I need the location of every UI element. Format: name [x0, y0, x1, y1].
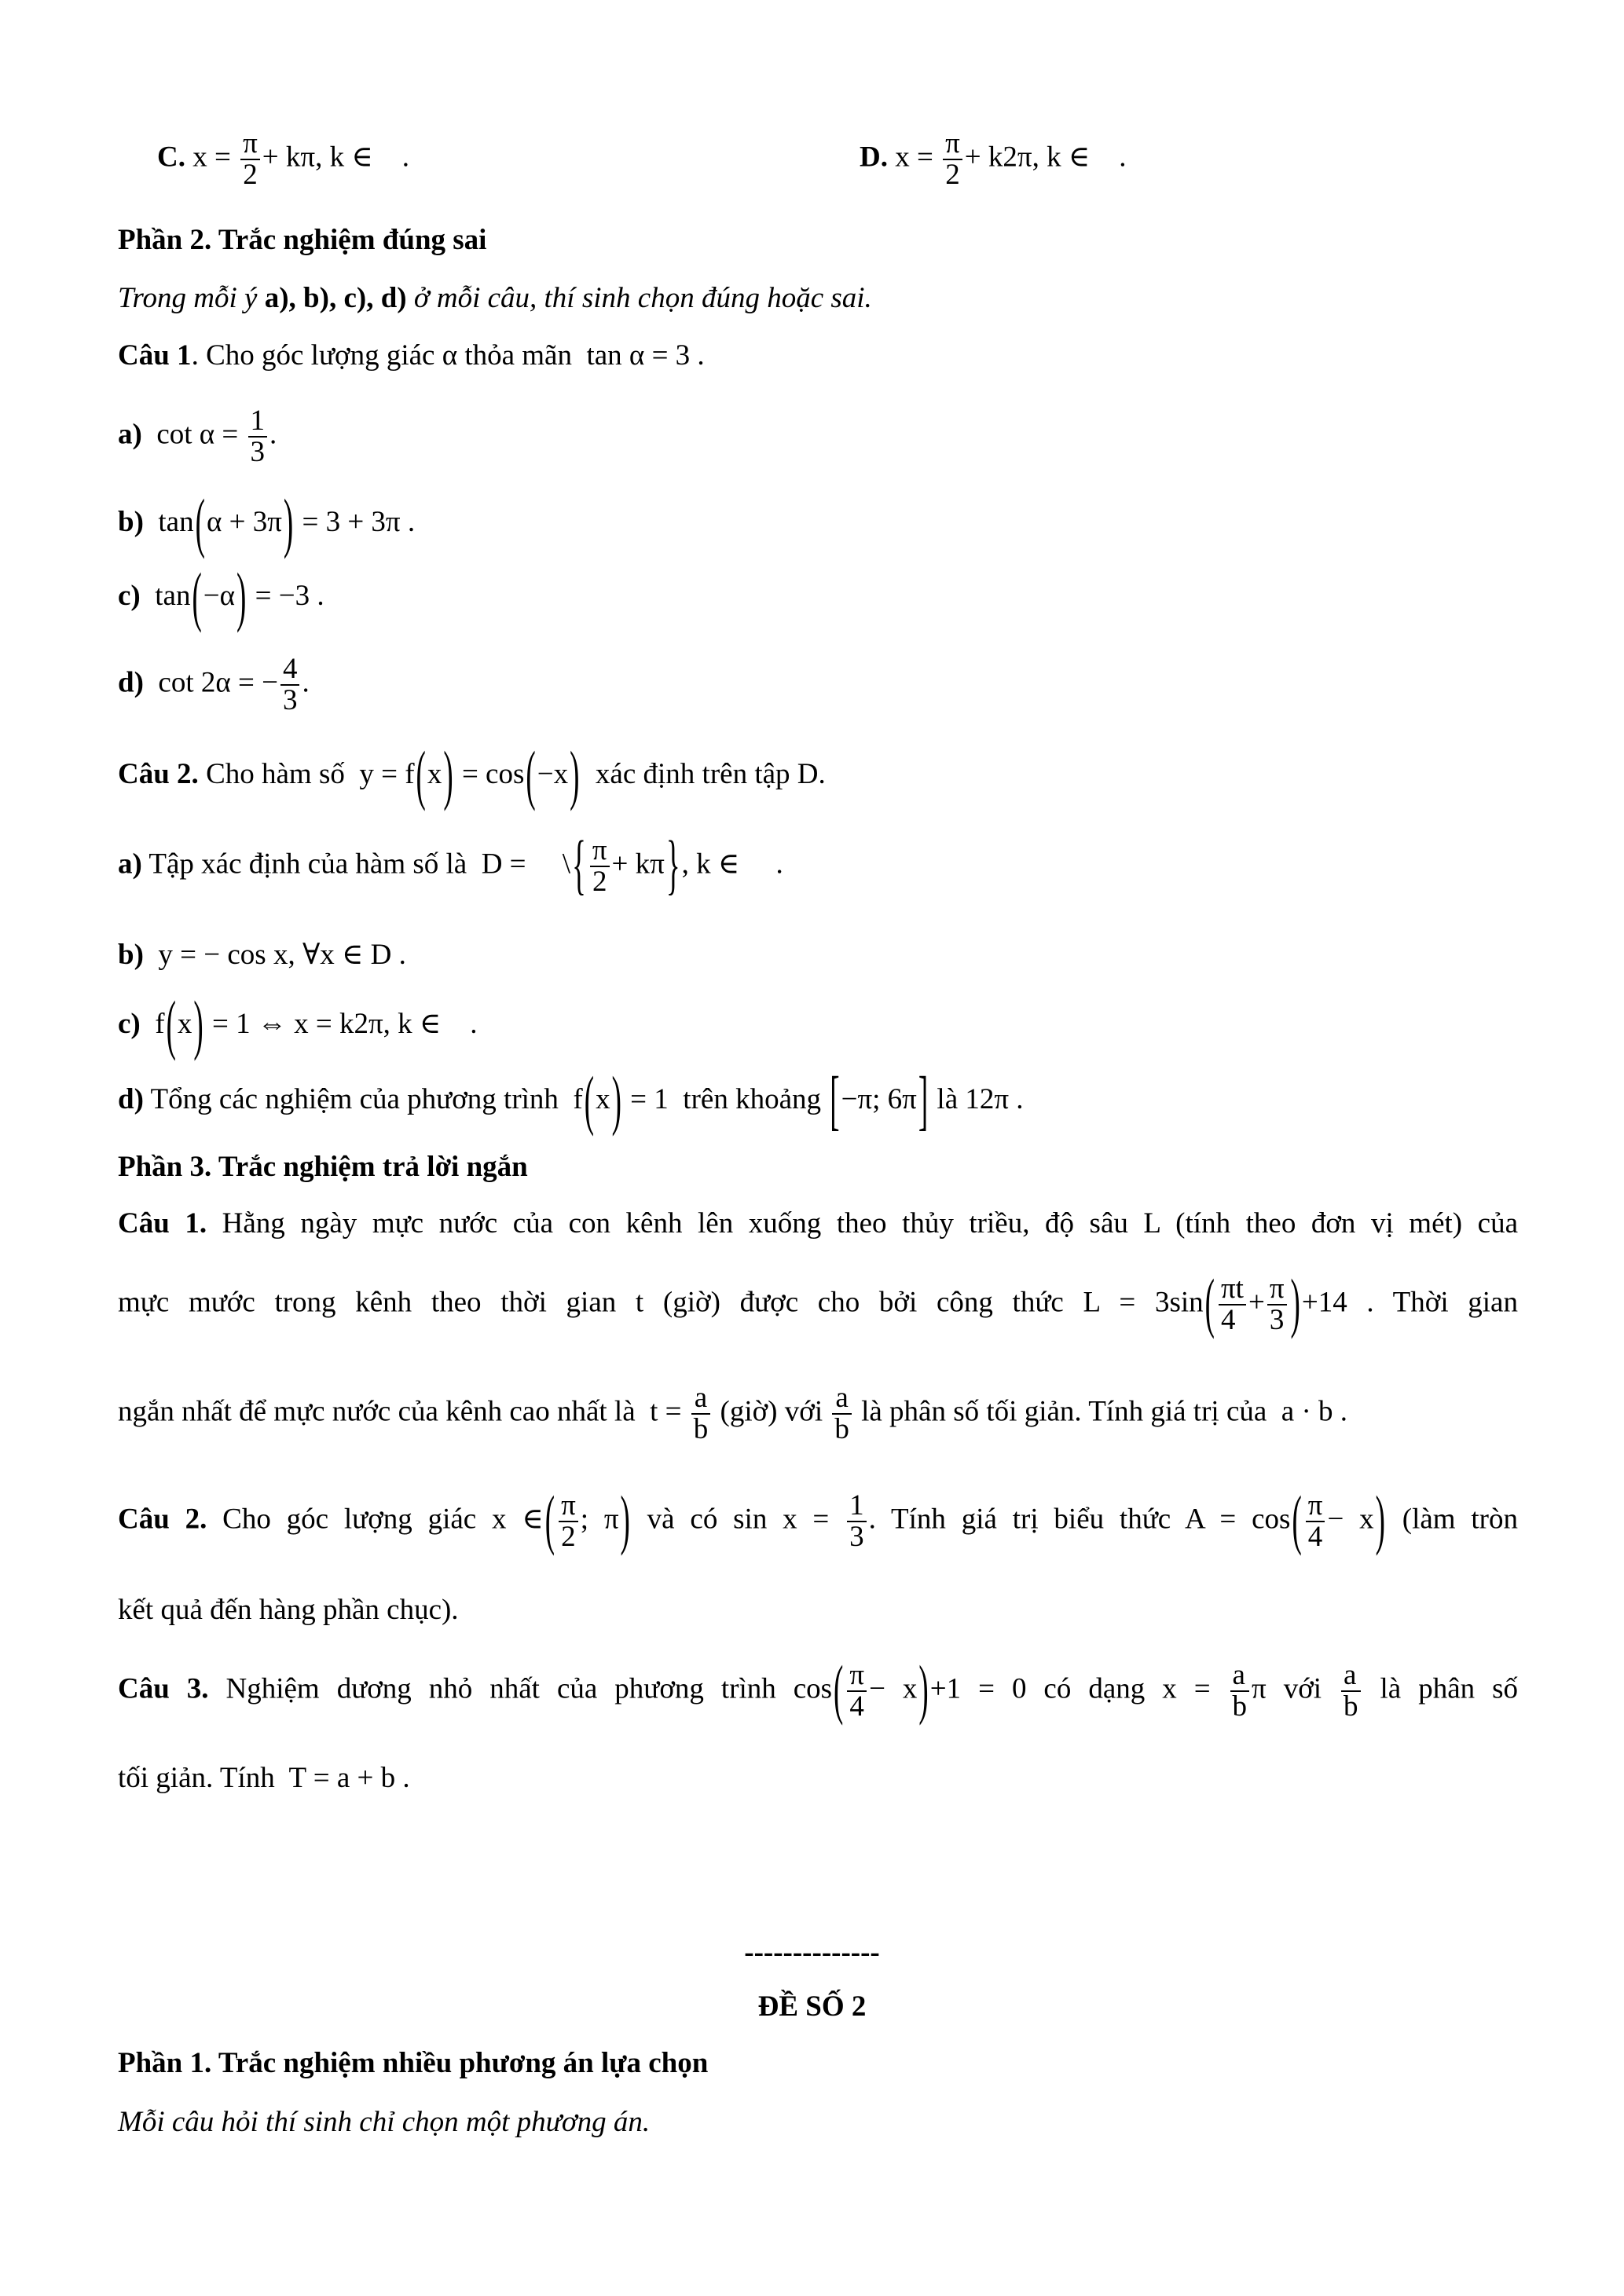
math-text: . [302, 666, 310, 699]
fraction [559, 1491, 578, 1552]
bracket: ) [193, 988, 203, 1063]
fraction-numerator: 1 [248, 406, 268, 438]
fraction-denominator: b [1232, 1690, 1248, 1723]
bracket: } [665, 828, 680, 903]
text-line [118, 1064, 1024, 1138]
bold-text: Phần 3. Trắc nghiệm trả lời ngắn [118, 1151, 528, 1183]
math-text: , k ∈ . [681, 848, 783, 881]
bracket: ) [1375, 1483, 1385, 1558]
bold-text: Câu 1 [118, 339, 192, 372]
fraction [590, 836, 610, 897]
math-text: + k2π, k ∈ . [964, 141, 1127, 174]
math-text: . [269, 418, 277, 451]
text-line [118, 1761, 410, 1796]
math-text: x = [895, 141, 941, 174]
fraction [1230, 1661, 1250, 1722]
math-text: − x [1327, 1503, 1374, 1536]
fraction [847, 1661, 867, 1722]
bold-text: Câu 3. [118, 1672, 209, 1705]
text: Nghiệm dương nhỏ nhất của phương trình cos [208, 1672, 833, 1705]
math-text: −x [537, 758, 569, 790]
bold-text: Câu 2. [118, 1503, 207, 1536]
bracket: ( [1292, 1483, 1302, 1558]
bold-text: Phần 2. Trắc nghiệm đúng sai [118, 224, 487, 256]
fraction-numerator: π [240, 129, 260, 160]
math-text: = −3 . [247, 580, 324, 612]
bold-text: a), b), c), d) [264, 282, 407, 314]
text-line [157, 129, 409, 190]
bold-text: d) [118, 666, 144, 699]
bold-text: Phần 1. Trắc nghiệm nhiều phương án lựa chọn [118, 2047, 709, 2079]
bracket: ) [236, 560, 247, 635]
fraction-denominator: 3 [282, 684, 298, 716]
text-line [118, 738, 826, 813]
math-text: α + 3π [206, 506, 282, 538]
fraction [1341, 1661, 1361, 1722]
text: . Cho góc lượng giác α thỏa mãn tan α = 3 . [191, 339, 705, 372]
bracket: ) [1290, 1266, 1300, 1341]
fraction-numerator: 1 [847, 1491, 867, 1522]
math-text: x [177, 1008, 192, 1040]
text: tối giản. Tính T = a + b . [118, 1762, 410, 1794]
text: (làm tròn [1386, 1503, 1518, 1536]
text-line [118, 654, 310, 716]
fraction-numerator: π [1306, 1491, 1325, 1522]
bold-text: Câu 1. [118, 1207, 207, 1240]
fraction-numerator: π [943, 129, 962, 160]
text-line [118, 1266, 1518, 1341]
text: xác định trên tập D. [581, 758, 826, 790]
fraction-denominator: 2 [945, 159, 960, 191]
math-text: tan [143, 506, 194, 538]
bracket: ) [611, 1064, 621, 1138]
fraction [943, 129, 962, 190]
bracket: ( [584, 1064, 595, 1138]
math-text: −π; 6π [841, 1083, 917, 1115]
fraction-numerator: π [1267, 1274, 1287, 1305]
math-text: − x [869, 1672, 918, 1705]
text-line [118, 988, 478, 1063]
text-line [118, 223, 486, 258]
fraction [248, 406, 268, 467]
math-text: + kπ, k ∈ . [262, 141, 409, 174]
bracket: ( [416, 738, 426, 813]
fraction-denominator: 3 [849, 1521, 864, 1553]
fraction-numerator: 4 [280, 654, 300, 686]
bracket: ( [834, 1653, 844, 1727]
text-line [118, 1150, 528, 1185]
text-line [118, 1383, 1347, 1445]
text-line [118, 486, 416, 561]
bold-text: b) [118, 506, 144, 538]
fraction-denominator: 2 [561, 1521, 576, 1553]
text: trên khoảng [668, 1083, 829, 1115]
text: và có sin x = [631, 1503, 845, 1536]
bracket: ( [192, 560, 202, 635]
bracket: ( [544, 1483, 555, 1558]
fraction-denominator: b [693, 1413, 709, 1445]
text: (giờ) với [713, 1395, 830, 1428]
math-text: −α [203, 580, 236, 612]
text-line [118, 339, 705, 373]
math-text: ; π [580, 1503, 619, 1536]
fraction [832, 1383, 852, 1445]
math-text: cot 2α = − [143, 666, 278, 699]
math-text: y = − cos x, ∀x ∈ D . [143, 939, 406, 971]
math-text: x = [192, 141, 239, 174]
fraction-denominator: 4 [1307, 1521, 1323, 1553]
bold-text: b) [118, 939, 144, 971]
bold-text: ĐỀ SỐ 2 [757, 1990, 867, 2023]
text: kết quả đến hàng phần chục). [118, 1594, 459, 1626]
bracket: ) [570, 738, 580, 813]
fraction-numerator: a [691, 1383, 711, 1415]
fraction-numerator: a [1230, 1661, 1250, 1692]
text: Cho góc lượng giác x ∈ [207, 1503, 544, 1536]
fraction-denominator: 2 [592, 866, 607, 898]
math-text: = cos [454, 758, 525, 790]
bold-text: c) [118, 580, 141, 612]
text-line [118, 560, 324, 635]
bracket: ) [283, 486, 294, 561]
fraction [240, 129, 260, 190]
text-line [118, 1207, 1518, 1241]
bold-text: -------------- [744, 1936, 880, 1968]
bracket: ( [195, 486, 205, 561]
text-line [118, 406, 277, 467]
text: π với [1252, 1672, 1340, 1705]
fraction [691, 1383, 711, 1445]
text-line [0, 1935, 1624, 1970]
bracket: ) [918, 1653, 929, 1727]
bold-text: a) [118, 418, 142, 451]
text-line [118, 1483, 1518, 1558]
text-line [118, 1653, 1518, 1727]
math-text: x [427, 758, 442, 790]
fraction-numerator: π [590, 836, 610, 867]
text-line [118, 2105, 650, 2140]
bracket: ( [526, 738, 536, 813]
text-line [118, 281, 872, 316]
math-text: = 1 [622, 1083, 669, 1115]
bracket: { [572, 828, 586, 903]
text: +14 . Thời gian [1301, 1286, 1518, 1319]
math-text: x [596, 1083, 610, 1115]
bold-text: Câu 2. [118, 758, 199, 790]
fraction-denominator: b [1344, 1690, 1358, 1723]
bracket: ( [166, 988, 176, 1063]
math-text: tan [140, 580, 191, 612]
text: là phân số tối giản. Tính giá trị của a · b . [853, 1395, 1348, 1428]
fraction-denominator: 3 [250, 436, 266, 468]
bold-text: c) [118, 1008, 141, 1040]
bold-text: a) [118, 848, 142, 881]
bold-text: D. [860, 141, 896, 174]
fraction-denominator: 4 [1220, 1304, 1236, 1336]
italic-text: Mỗi câu hỏi thí sinh chỉ chọn một phương án. [118, 2106, 651, 2138]
text-line [118, 828, 783, 903]
text: mực mước trong kênh theo thời gian t (giờ) được cho bởi công thức L = 3sin [118, 1286, 1204, 1319]
text: ngắn nhất để mực nước của kênh cao nhất là t = [118, 1395, 689, 1428]
bracket: ) [620, 1483, 630, 1558]
text-line [118, 2046, 708, 2081]
text-line [118, 938, 406, 972]
fraction [847, 1491, 867, 1552]
text: Hằng ngày mực nước của con kênh lên xuống theo thủy triều, độ sâu L (tính theo đơn vị mét) của [207, 1207, 1518, 1240]
fraction-numerator: πt [1219, 1274, 1246, 1305]
text-line [118, 1593, 459, 1628]
italic-text: Trong mỗi ý [118, 282, 265, 314]
text: là phân số [1362, 1672, 1518, 1705]
fraction [1219, 1274, 1246, 1335]
bold-text: C. [157, 141, 193, 174]
fraction [1267, 1274, 1287, 1335]
math-text: cot α = [141, 418, 246, 451]
fraction-denominator: 3 [1269, 1304, 1285, 1336]
math-text: + [1248, 1286, 1265, 1319]
bracket: ) [443, 738, 453, 813]
text-line [860, 129, 1126, 190]
italic-text: ở mỗi câu, thí sinh chọn đúng hoặc sai. [406, 282, 872, 314]
text: Tập xác định của hàm số là D = \ [141, 848, 571, 881]
math-text: f [140, 1008, 165, 1040]
fraction [1306, 1491, 1325, 1552]
fraction-denominator: 4 [849, 1690, 864, 1723]
text-line [0, 1990, 1624, 2024]
fraction-denominator: b [834, 1413, 849, 1445]
fraction-denominator: 2 [243, 159, 258, 191]
math-text: = 1 ⇔ x = k2π, k ∈ . [204, 1008, 478, 1040]
text: . Tính giá trị biểu thức A = cos [868, 1503, 1291, 1536]
math-text: + kπ [611, 848, 665, 881]
bracket: [ [830, 1064, 840, 1138]
text: Tổng các nghiệm của phương trình f [143, 1083, 583, 1115]
math-text: = 3 + 3π . [295, 506, 416, 538]
text: là 12π . [929, 1083, 1024, 1115]
fraction [280, 654, 300, 716]
bracket: ] [918, 1064, 929, 1138]
fraction-numerator: π [559, 1491, 578, 1522]
bracket: ( [1204, 1266, 1215, 1341]
bold-text: d) [118, 1083, 144, 1115]
fraction-numerator: π [847, 1661, 867, 1692]
text: Cho hàm số y = f [198, 758, 415, 790]
fraction-numerator: a [1341, 1661, 1361, 1692]
fraction-numerator: a [832, 1383, 852, 1415]
text: +1 = 0 có dạng x = [929, 1672, 1228, 1705]
